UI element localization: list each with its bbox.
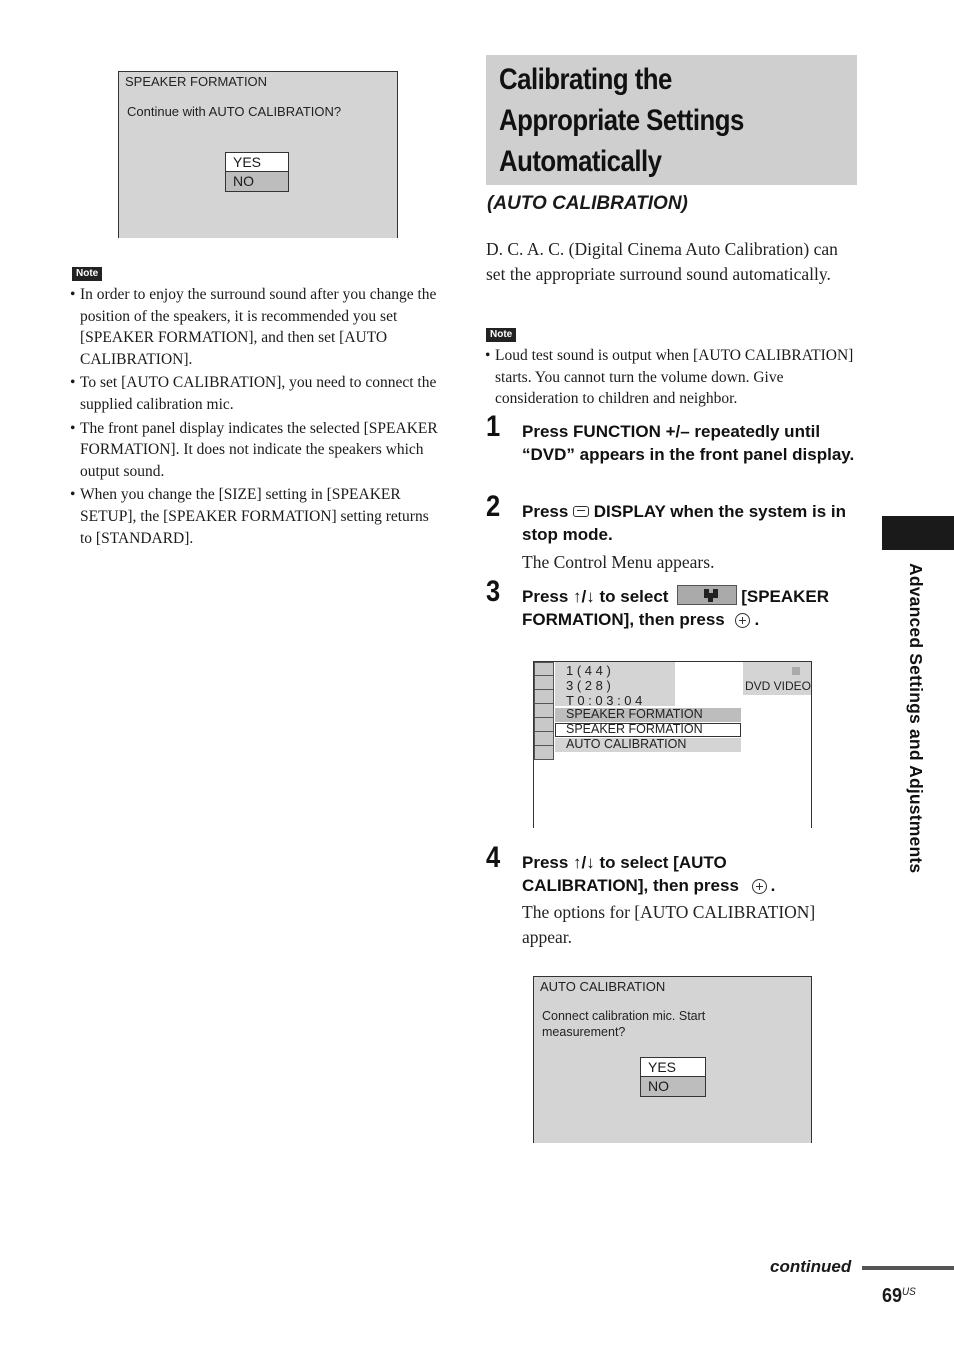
- note-list: [485, 345, 857, 412]
- stop-icon: [792, 667, 800, 675]
- page-number: [882, 1285, 916, 1308]
- option-yes[interactable]: YES: [226, 153, 288, 172]
- note-badge: Note: [486, 328, 516, 342]
- menu-icon[interactable]: [534, 690, 554, 704]
- step-text: Press ↑/↓ to select [AUTO CALIBRATION], then press: [522, 853, 744, 895]
- step-text: .: [770, 876, 776, 895]
- section-subtitle: (AUTO CALIBRATION): [487, 193, 688, 214]
- section-tab-marker: [882, 516, 954, 550]
- note-badge: Note: [72, 267, 102, 281]
- step-instruction: [522, 500, 856, 546]
- note-item: • When you change the [SIZE] setting in [SPEAKER SETUP], the [SPEAKER FORMATION] setting returns to [STANDARD].: [70, 484, 442, 549]
- screen-question: Connect calibration mic. Start: [542, 1009, 706, 1023]
- chapter-number: 3 ( 2 8 ): [566, 678, 611, 693]
- intro-text: D. C. A. C. (Digital Cinema Auto Calibration) can set the appropriate surround sound automatically.: [486, 239, 838, 284]
- step-text: DISPLAY when the system is in stop mode.: [522, 502, 847, 544]
- notes-list: [70, 284, 442, 551]
- menu-icon[interactable]: [534, 704, 554, 718]
- step-instruction: [522, 585, 856, 631]
- page-number-suffix: US: [902, 1286, 916, 1298]
- menu-item-header-label: SPEAKER FORMATION: [566, 707, 703, 721]
- step-instruction: Press FUNCTION +/– repeatedly until “DVD” appears in the front panel display.: [522, 422, 855, 464]
- yes-no-options: [225, 152, 289, 192]
- step-text: Press ↑/↓ to select: [522, 587, 674, 606]
- title-line: Appropriate Settings: [499, 104, 744, 137]
- control-menu-screen: [533, 661, 812, 828]
- option-no[interactable]: NO: [641, 1077, 705, 1096]
- menu-icon[interactable]: [534, 676, 554, 690]
- option-yes[interactable]: YES: [641, 1058, 705, 1077]
- step-result: The Control Menu appears.: [522, 552, 715, 572]
- option-no[interactable]: NO: [226, 172, 288, 191]
- step-number: 4: [486, 841, 501, 874]
- step-text: [SPEAKER FORMATION], then press: [522, 587, 830, 629]
- menu-option-label: AUTO CALIBRATION: [566, 737, 687, 751]
- screen-title: SPEAKER FORMATION: [125, 74, 268, 89]
- chapter-side-label: Advanced Settings and Adjustments: [906, 563, 926, 874]
- screen-question: Continue with AUTO CALIBRATION?: [127, 104, 342, 119]
- control-menu-icon-column: [534, 662, 555, 760]
- note-item: • The front panel display indicates the selected [SPEAKER FORMATION]. It does not indicate the speakers which output sound.: [70, 418, 442, 483]
- title-line: Calibrating the: [499, 63, 672, 96]
- speaker-formation-screen: [118, 71, 398, 238]
- speaker-formation-icon: [677, 585, 737, 605]
- enter-button-icon: [752, 879, 767, 894]
- menu-option-selected[interactable]: [555, 723, 741, 737]
- screen-title: AUTO CALIBRATION: [540, 979, 666, 994]
- menu-option-label: SPEAKER FORMATION: [566, 722, 703, 736]
- enter-button-icon: [735, 613, 750, 628]
- menu-icon[interactable]: [534, 662, 554, 676]
- disc-type: DVD VIDEO: [745, 679, 812, 693]
- section-title: [499, 59, 744, 182]
- continued-label: continued: [770, 1257, 852, 1276]
- menu-item-header: [555, 708, 741, 722]
- note-item: • In order to enjoy the surround sound after you change the position of the speakers, it is recommended you set [SPEAKER FORMATION], and then set [AUTO CALIBRATION].: [70, 284, 442, 370]
- step-number: 3: [486, 575, 501, 608]
- auto-calibration-screen: [533, 976, 812, 1143]
- section-title-box: [486, 55, 857, 185]
- step-instruction: [522, 851, 822, 897]
- step-text: Press: [522, 502, 574, 521]
- step-result: The options for [AUTO CALIBRATION] appear.: [522, 902, 816, 947]
- screen-question: measurement?: [542, 1025, 626, 1039]
- menu-icon[interactable]: [534, 732, 554, 746]
- yes-no-options: [640, 1057, 706, 1097]
- step-number: 2: [486, 490, 501, 523]
- note-item: • Loud test sound is output when [AUTO CALIBRATION] starts. You cannot turn the volume down. Give consideration to children and neighbor.: [485, 345, 857, 410]
- continued-rule: [862, 1266, 954, 1270]
- page-number-value: 69: [882, 1285, 903, 1307]
- note-item: • To set [AUTO CALIBRATION], you need to connect the supplied calibration mic.: [70, 372, 442, 415]
- menu-icon[interactable]: [534, 746, 554, 760]
- title-line: Automatically: [499, 145, 662, 178]
- step-text: .: [754, 610, 760, 629]
- step-number: 1: [486, 410, 501, 443]
- menu-icon[interactable]: [534, 718, 554, 732]
- menu-option[interactable]: [555, 738, 741, 752]
- display-button-icon: [573, 506, 589, 517]
- playing-time: T 0 : 0 3 : 0 4: [566, 693, 643, 708]
- title-number: 1 ( 4 4 ): [566, 663, 611, 678]
